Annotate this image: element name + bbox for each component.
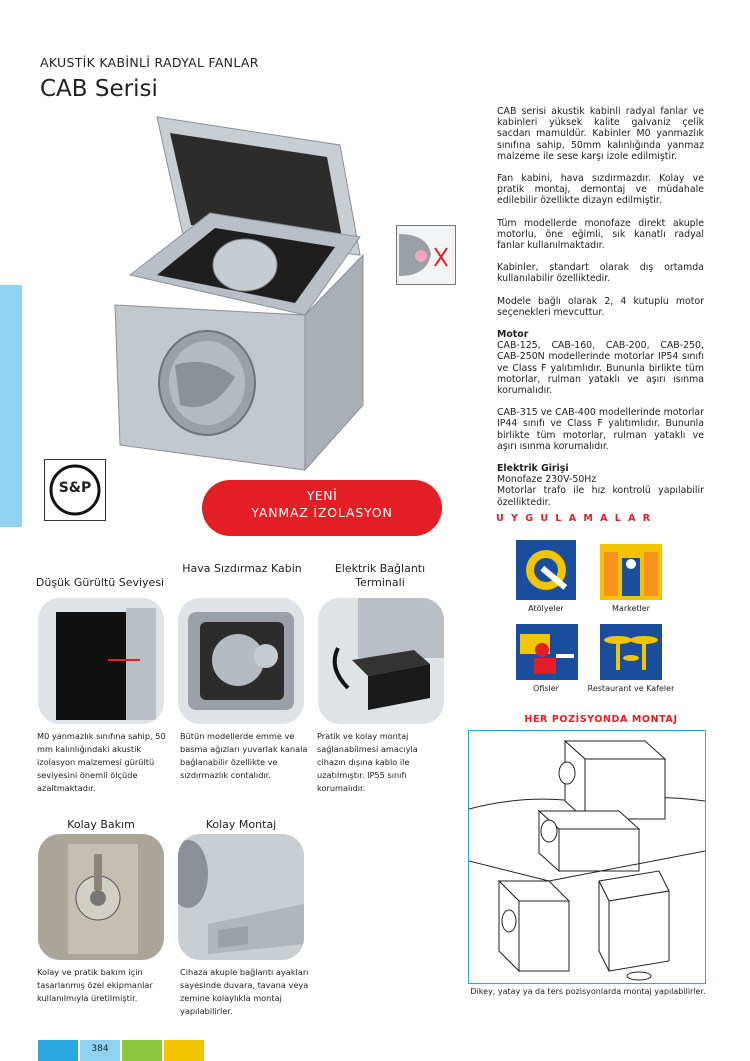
restaurant-icon: [600, 624, 662, 680]
feature-caption: Pratik ve kolay montaj sağlanabilmesi amacıyla cihazın dışına kablo ile uzatılmıştır. IP55 sınıfı korumalıdır.: [317, 731, 418, 793]
app-label: Restaurant ve Kafeler: [587, 684, 675, 693]
motor-heading: Motor: [497, 329, 529, 341]
desc-paragraph: CAB serisi akustik kabinli radyal fanlar ve kabinleri yüksek kalite galvaniz çelik sacdan mamuldür. Kabinler M0 yanmazlık sınıfına sahip, 50mm kalınlığında yanmaz malzeme ile sese karşı izole edilmiştir.: [497, 106, 704, 162]
footer-block-blue: [38, 1040, 78, 1061]
page-title: CAB Serisi: [40, 76, 158, 102]
side-accent-bar: [0, 285, 22, 527]
feature-title: Kolay Montaj: [205, 818, 277, 831]
feature-title: Kolay Bakım: [67, 818, 135, 831]
electric-paragraph: Monofaze 230V-50Hz: [497, 474, 597, 486]
feature-image-maintenance: [38, 834, 164, 960]
inset-motor-image: [396, 225, 456, 285]
footer-block-yellow: [164, 1040, 204, 1061]
feature-caption: Cihaza akuple bağlantı ayakları sayesinde duvara, tavana veya zemine kolaylıkla montaj yapılabilirler.: [180, 967, 309, 1016]
brand-logo-text: S&P: [58, 480, 92, 496]
mounting-title: HER POZİSYONDA MONTAJ: [524, 714, 678, 725]
feature-title: Düşük Gürültü Seviyesi: [35, 576, 165, 589]
market-icon: [600, 544, 662, 600]
applications-title: U Y G U L A M A L A R: [496, 513, 653, 524]
desc-paragraph: Tüm modellerde monofaze direkt akuple motorlu, öne eğimli, sık kanatlı radyal fanlar kullanılmaktadır.: [497, 217, 704, 252]
feature-image-terminal: [318, 598, 444, 724]
feature-title: Elektrik Bağlantı Terminali: [334, 562, 426, 589]
footer-block-green: [122, 1040, 162, 1061]
page-number: 384: [91, 1044, 109, 1054]
desc-paragraph: Fan kabini, hava sızdırmazdır. Kolay ve pratik montaj, demontaj ve müdahale edilebilir özellikte dizayn edilmiştir.: [497, 173, 704, 207]
app-label: Marketler: [612, 604, 650, 613]
app-label: Atölyeler: [528, 604, 564, 613]
description-column: [497, 106, 704, 508]
feature-image-mounting: [178, 834, 304, 960]
electric-heading: Elektrik Girişi: [497, 463, 569, 475]
desc-paragraph: Modele bağlı olarak 2, 4 kutuplu motor seçenekleri mevcuttur.: [497, 295, 704, 318]
product-image: [95, 115, 385, 475]
feature-caption: Kolay ve pratik bakım için tasarlanmış özel ekipmanlar kullanılmıyla üretilmiştir.: [37, 967, 153, 1003]
mounting-diagram: [468, 730, 706, 984]
badge-line-1: YENİ: [306, 488, 338, 503]
motor-paragraph: CAB-125, CAB-160, CAB-200, CAB-250, CAB-250N modellerinde motorlar IP54 sınıfı ve Class F yalıtımlıdır. Bununla birlikte tüm motorlar, rulman yataklı ve aşırı ısınma korumalıdır.: [497, 340, 704, 397]
motor-paragraph: CAB-315 ve CAB-400 modellerinde motorlar IP44 sınıfı ve Class F yalıtımlıdır. Bununla birlikte tüm motorlar, rulman yataklı ve aşırı ısınma korumalıdır.: [497, 407, 704, 452]
desc-paragraph: Kabinler, standart olarak dış ortamda kullanılabilir özelliktedir.: [497, 262, 704, 285]
workshop-icon: [516, 540, 576, 600]
feature-caption: M0 yanmazlık sınıfına sahip, 50 mm kalınlığındaki akustik izolasyon malzemesi gürültü seviyesini önemli ölçüde azaltmaktadır.: [37, 731, 166, 793]
electric-paragraph: Motorlar trafo ile hız kontrolü yapılabilir özelliktedir.: [497, 485, 704, 508]
page-subtitle: AKUSTİK KABİNLİ RADYAL FANLAR: [40, 55, 259, 70]
office-icon: [516, 624, 578, 680]
feature-caption: Bütün modellerde emme ve basma ağızları yuvarlak kanala bağlanabilir özellikte ve sızdırmazlık contalıdır.: [180, 731, 308, 780]
feature-image-airtight: [178, 598, 304, 724]
feature-title: Hava Sızdırmaz Kabin: [182, 562, 302, 575]
footer-page-block: [80, 1040, 120, 1061]
brand-logo: [44, 459, 106, 521]
app-label: Ofisler: [533, 684, 559, 693]
mounting-caption: Dikey, yatay ya da ters pozisyonlarda montaj yapılabilirler.: [470, 987, 706, 996]
feature-image-low-noise: [38, 598, 164, 724]
badge-line-2: YANMAZ İZOLASYON: [251, 505, 393, 520]
new-feature-badge: [202, 480, 442, 536]
